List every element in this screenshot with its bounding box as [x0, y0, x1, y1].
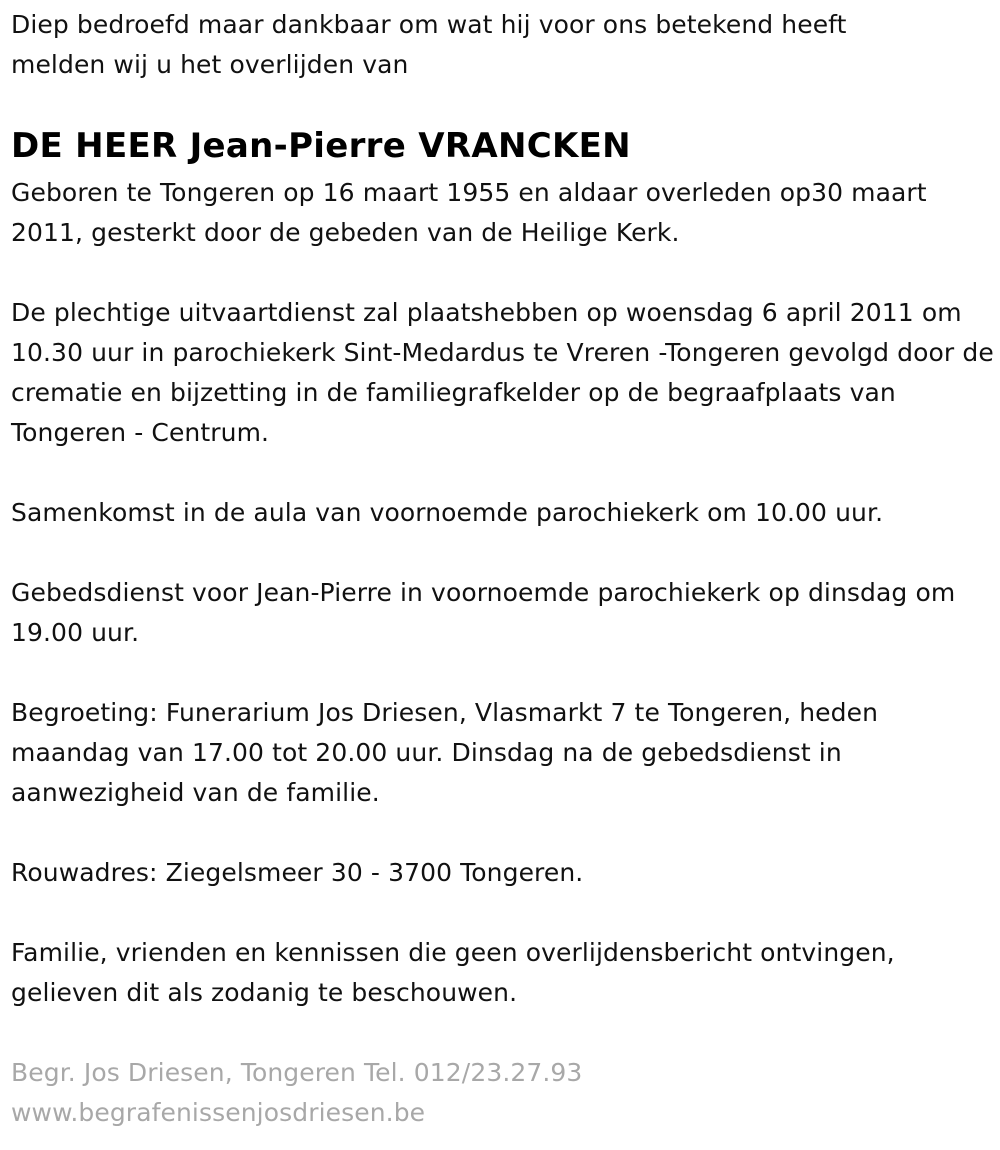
funeral-service-paragraph: De plechtige uitvaartdienst zal plaatshebben op woensdag 6 april 2011 om 10.30 uur in parochiekerk Sint-Medardus te Vreren -Tongeren gevolgd door de crematie en bijzetting in de familiegrafkelder op de begraafplaats van Tongeren - Centrum. — [11, 298, 994, 447]
funeral-home-contact: Begr. Jos Driesen, Tongeren Tel. 012/23.27.93 — [11, 1058, 583, 1087]
funeral-home-footer — [11, 1053, 582, 1133]
mourning-address-paragraph: Rouwadres: Ziegelsmeer 30 - 3700 Tongeren. — [11, 858, 584, 887]
intro-line-2: melden wij u het overlijden van — [11, 50, 409, 79]
greeting-paragraph: Begroeting: Funerarium Jos Driesen, Vlasmarkt 7 te Tongeren, heden maandag van 17.00 tot 20.00 uur. Dinsdag na de gebedsdienst in aanwezigheid van de familie. — [11, 698, 879, 807]
notice-paragraph: Familie, vrienden en kennissen die geen overlijdensbericht ontvingen, gelieven dit als zodanig te beschouwen. — [11, 938, 895, 1007]
birth-death-paragraph: Geboren te Tongeren op 16 maart 1955 en aldaar overleden op30 maart 2011, gesterkt door de gebeden van de Heilige Kerk. — [11, 178, 927, 247]
prayer-service-paragraph: Gebedsdienst voor Jean-Pierre in voornoemde parochiekerk op dinsdag om 19.00 uur. — [11, 578, 956, 647]
intro-line-1: Diep bedroefd maar dankbaar om wat hij voor ons betekend heeft — [11, 10, 847, 39]
deceased-name: DE HEER Jean-Pierre VRANCKEN — [11, 126, 631, 166]
funeral-home-website[interactable]: www.begrafenissenjosdriesen.be — [11, 1098, 426, 1127]
gathering-paragraph: Samenkomst in de aula van voornoemde parochiekerk om 10.00 uur. — [11, 498, 884, 527]
obituary-body — [11, 173, 996, 1053]
intro-text — [11, 5, 991, 85]
